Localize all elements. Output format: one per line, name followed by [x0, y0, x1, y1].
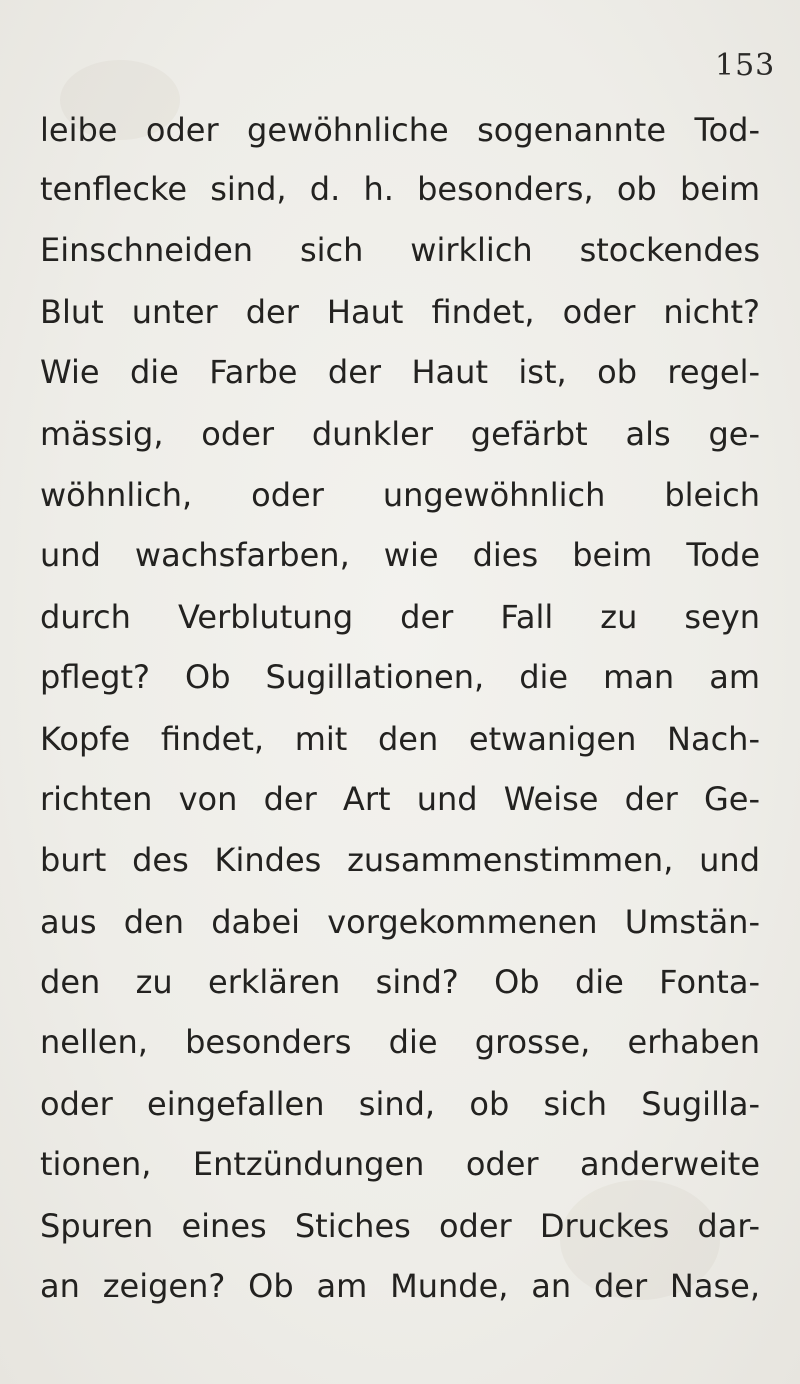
text-line: richten von der Art und Weise der Ge- — [40, 780, 760, 818]
text-line: an zeigen? Ob am Munde, an der Nase, — [40, 1267, 760, 1305]
page-number: 153 — [715, 48, 776, 83]
text-line: burt des Kindes zusammenstimmen, und — [40, 841, 760, 879]
text-line: Spuren eines Stiches oder Druckes dar- — [40, 1207, 760, 1245]
text-line: Wie die Farbe der Haut ist, ob regel- — [40, 353, 760, 391]
text-line: durch Verblutung der Fall zu seyn — [40, 598, 760, 636]
text-line: aus den dabei vorgekommenen Umstän- — [40, 903, 760, 941]
text-line: den zu erklären sind? Ob die Fonta- — [40, 963, 760, 1001]
text-line: nellen, besonders die grosse, erhaben — [40, 1023, 760, 1061]
text-line: tenflecke sind, d. h. besonders, ob beim — [40, 170, 760, 208]
text-line: wöhnlich, oder ungewöhnlich bleich — [40, 476, 760, 514]
text-line: Blut unter der Haut findet, oder nicht? — [40, 293, 760, 331]
text-line: und wachsfarben, wie dies beim Tode — [40, 536, 760, 574]
text-line: Kopfe findet, mit den etwanigen Nach- — [40, 720, 760, 758]
text-line: leibe oder gewöhnliche sogenannte Tod- — [40, 111, 760, 149]
text-line: tionen, Entzündungen oder anderweite — [40, 1145, 760, 1183]
text-line: mässig, oder dunkler gefärbt als ge- — [40, 415, 760, 453]
text-line: pflegt? Ob Sugillationen, die man am — [40, 658, 760, 696]
text-line: Einschneiden sich wirklich stockendes — [40, 231, 760, 269]
text-line: oder eingefallen sind, ob sich Sugilla- — [40, 1085, 760, 1123]
